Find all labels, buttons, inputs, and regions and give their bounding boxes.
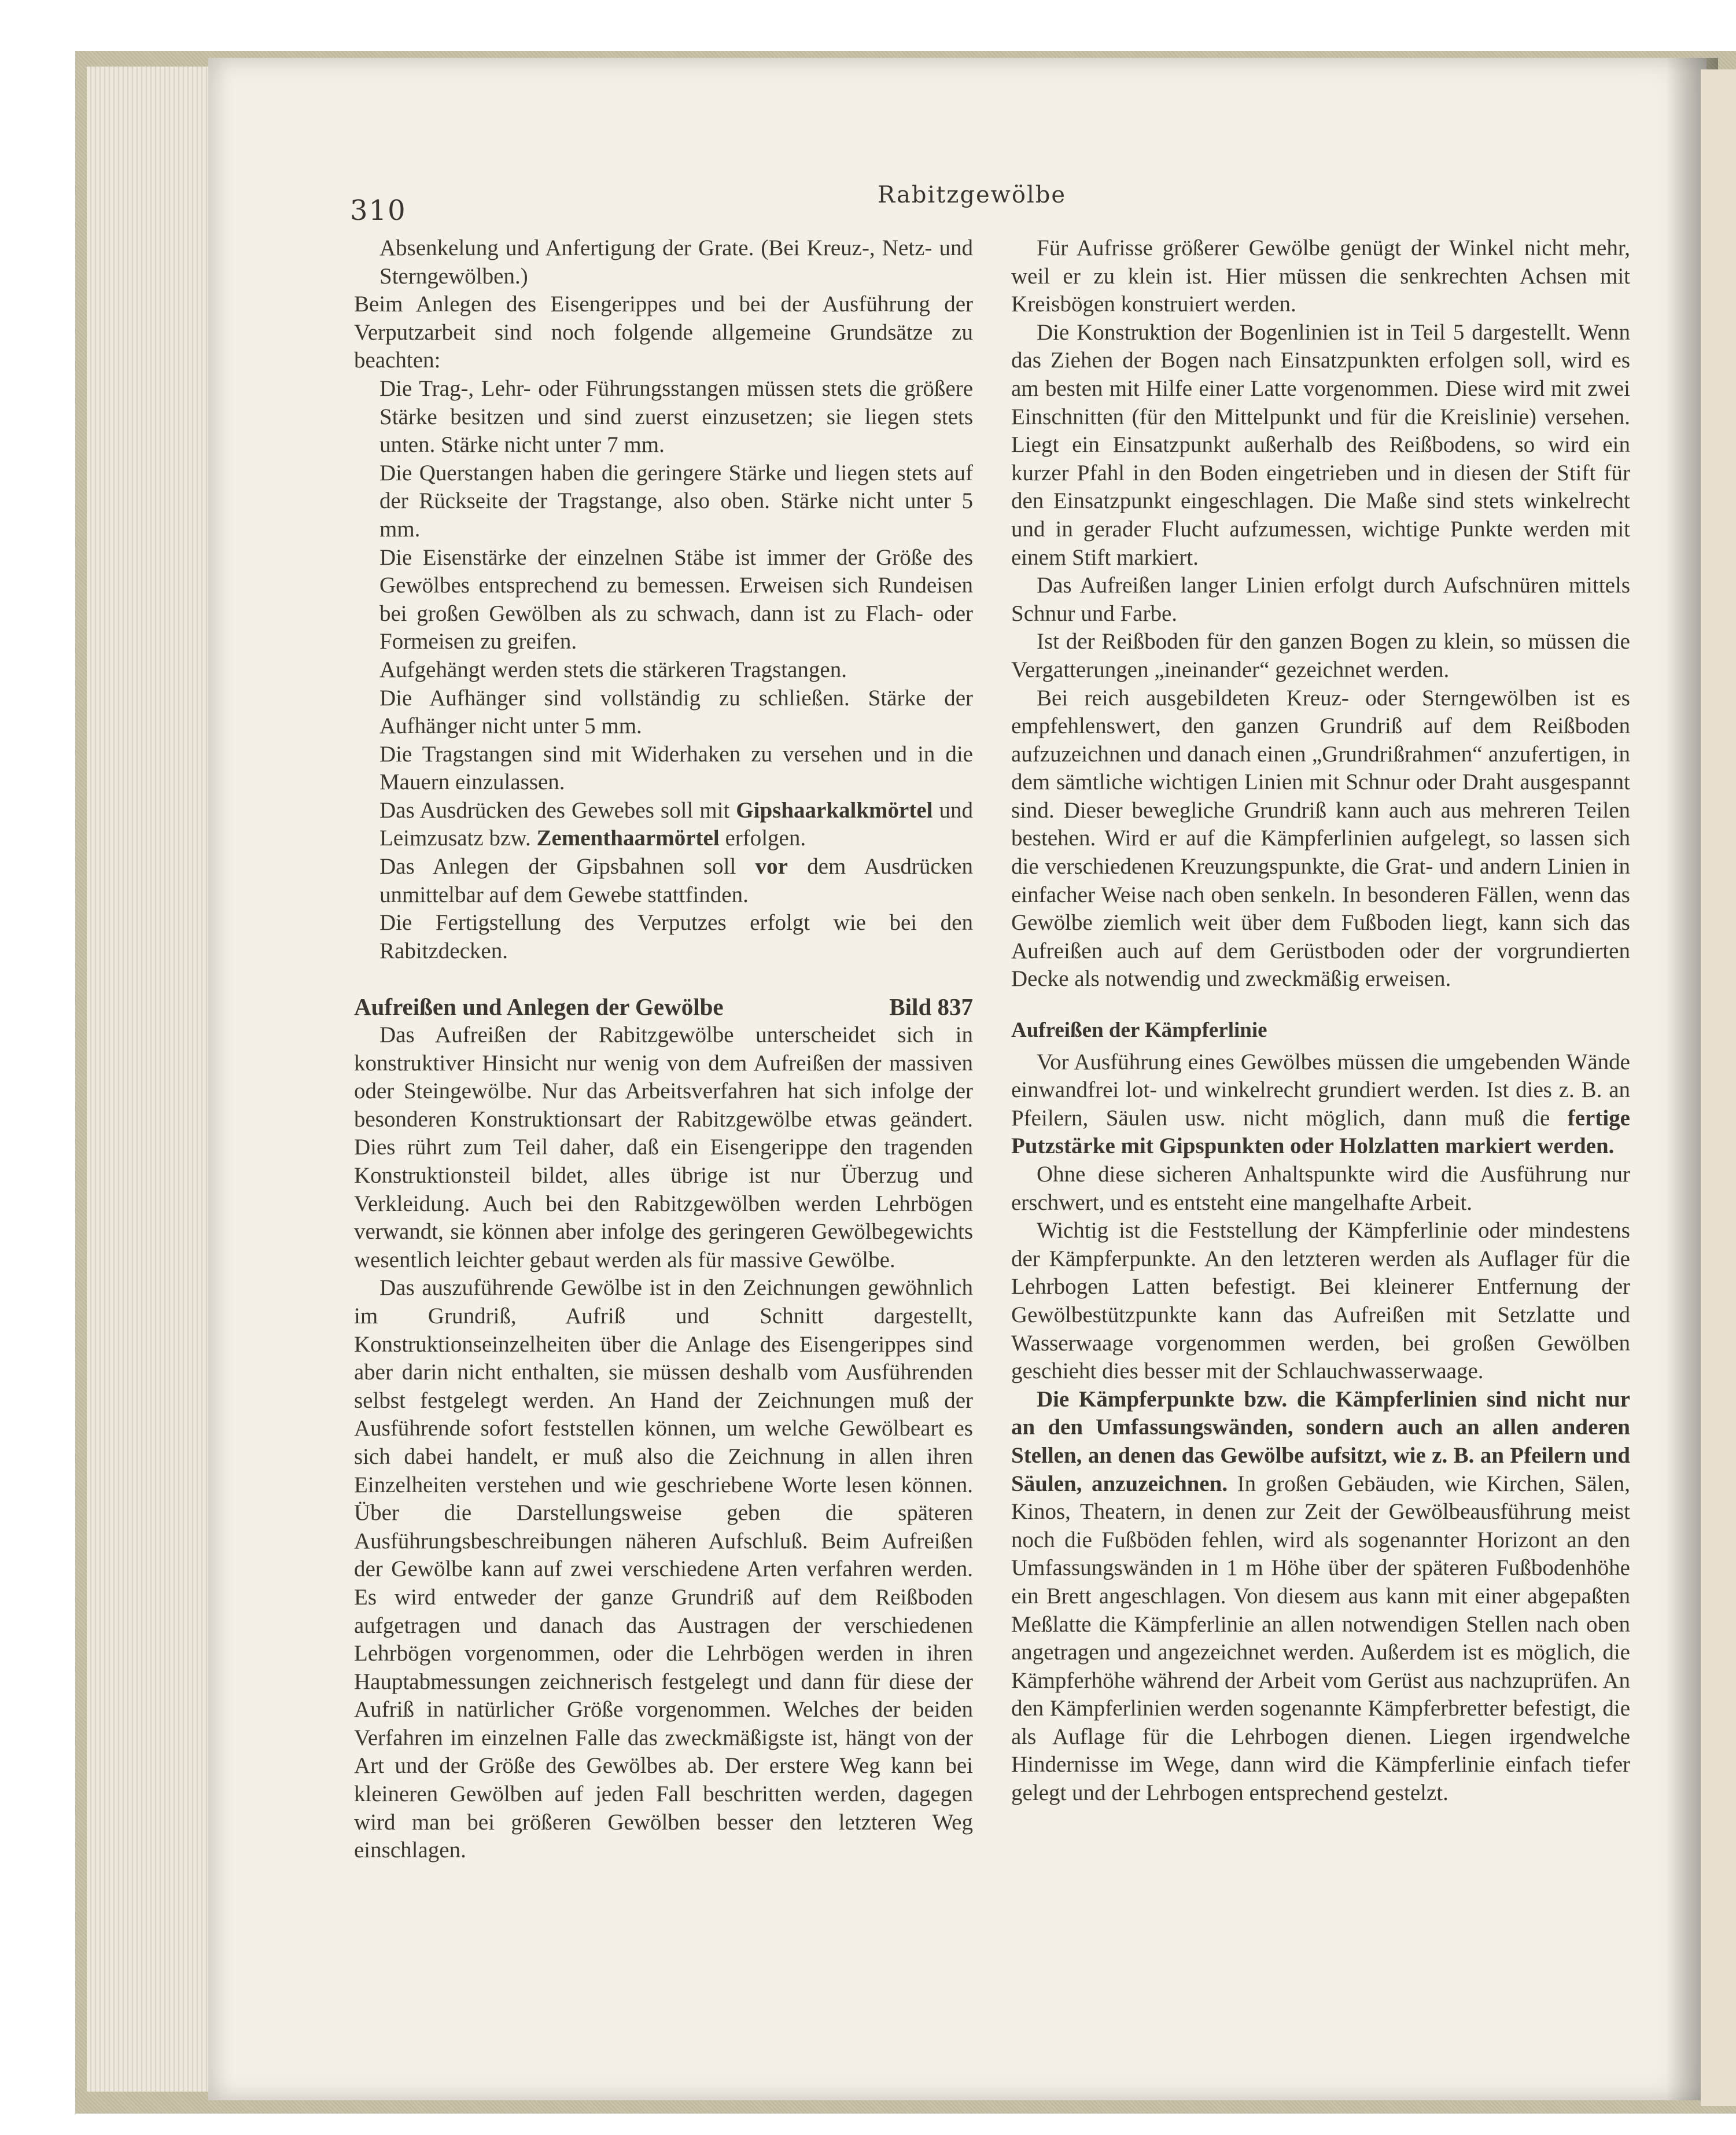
section-heading xyxy=(354,993,973,1021)
right-column xyxy=(1011,234,1630,1808)
page-number: 310 xyxy=(350,194,407,227)
rule-item: Die Tragstangen sind mit Widerhaken zu versehen und in die Mauern einzulassen. xyxy=(379,741,973,795)
paragraph: Die Kämpferpunkte bzw. die Kämpferlinien sind nicht nur an den Umfassungswänden, sondern auch an allen anderen Stellen, an denen das Gewölbe aufsitzt, wie z. B. an Pfeilern und Säulen, anzuzeichnen. In großen Gebäuden, wie Kirchen, Sälen, Kinos, Theatern, in denen zur Zeit der Gewölbeausführung meist noch die Fußböden fehlen, wird als sogenannter Horizont an den Umfassungswänden in 1 m Höhe über der späteren Fußbodenhöhe ein Brett angeschlagen. Von diesem aus kann mit einer abgepaßten Meßlatte die Kämpferlinie an allen notwendigen Stellen nach oben angetragen und angezeichnet werden. Außerdem ist es möglich, die Kämpferhöhe während der Arbeit vom Gerüst aus nachzuprüfen. An den Kämpferlinien werden sogenannte Kämpferbretter befestigt, die als Auflage für die Lehrbogen dienen. Liegen irgendwelche Hindernisse im Wege, dann wird die Kämpferlinie einfach tiefer gelegt und der Lehrbogen entsprechend gestelzt. xyxy=(1011,1386,1630,1806)
facing-page-edge xyxy=(1701,69,1736,2106)
rule-item: Die Querstangen haben die geringere Stärke und liegen stets auf der Rückseite der Tragstange, also oben. Stärke nicht unter 5 mm. xyxy=(379,460,973,542)
paragraph: Das Aufreißen der Rabitzgewölbe unterscheidet sich in konstruktiver Hinsicht nur wenig von dem Aufreißen der massiven oder Steingewölbe. Nur das Arbeitsverfahren hat sich infolge der besonderen Konstruktionsart der Rabitzgewölbe etwas geändert. Dies rührt zum Teil daher, daß ein Eisengerippe den tragenden Konstruktionsteil bildet, alles übrige ist nur Überzug und Verkleidung. Auch bei den Rabitzgewölben werden Lehrbögen verwandt, sie können aber infolge des geringeren Gewölbegewichts wesentlich leichter gebaut werden als für massive Gewölbe. xyxy=(354,1022,973,1272)
paragraph: Vor Ausführung eines Gewölbes müssen die umgebenden Wände einwandfrei lot- und winkelrecht grundiert werden. Ist dies z. B. an Pfeilern, Säulen usw. nicht möglich, dann muß die fertige Putzstärke mit Gipspunkten oder Holzlatten markiert werden. xyxy=(1011,1049,1630,1159)
paragraph: Ohne diese sicheren Anhaltspunkte wird die Ausführung nur erschwert, und es entsteht eine mangelhafte Arbeit. xyxy=(1011,1162,1630,1215)
continued-text: Absenkelung und Anfertigung der Grate. (Bei Kreuz-, Netz- und Sterngewölben.) xyxy=(379,235,973,289)
figure-reference: Bild 837 xyxy=(889,993,973,1021)
rule-item: Die Aufhänger sind vollständig zu schließen. Stärke der Aufhänger nicht unter 5 mm. xyxy=(379,685,973,739)
rule-item: Die Eisenstärke der einzelnen Stäbe ist immer der Größe des Gewölbes entsprechend zu bemessen. Erweisen sich Rundeisen bei großen Gewölben als zu schwach, dann ist zu Flach- oder Formeisen zu greifen. xyxy=(379,544,973,654)
subsection-title: Aufreißen der Kämpferlinie xyxy=(1011,1018,1267,1043)
page-edges xyxy=(87,67,220,2092)
paragraph: Wichtig ist die Feststellung der Kämpferlinie oder mindestens der Kämpferpunkte. An den letzteren werden als Auflager für die Lehrbogen Latten befestigt. Bei kleinerer Entfernung der Gewölbestützpunkte kann das Aufreißen mit Setzlatte und Wasserwaage vorgenommen werden, bei großen Gewölben geschieht dies besser mit der Schlauchwasserwaage. xyxy=(1011,1218,1630,1384)
left-column xyxy=(354,234,973,1865)
rules-intro: Beim Anlegen des Eisengerippes und bei der Ausführung der Verputzarbeit sind noch folgende allgemeine Grundsätze zu beachten: xyxy=(354,292,973,373)
paragraph: Die Konstruktion der Bogenlinien ist in Teil 5 dargestellt. Wenn das Ziehen der Bogen nach Einsatzpunkten erfolgen soll, wird es am besten mit Hilfe einer Latte vorgenommen. Diese wird mit zwei Einschnitten (für den Mittelpunkt und für die Kreislinie) versehen. Liegt ein Einsatzpunkt außerhalb des Reißbodens, so wird ein kurzer Pfahl in den Boden eingetrieben und in diesen der Stift für den Einsatzpunkt eingeschlagen. Die Maße sind stets winkelrecht und in gerader Flucht aufzumessen, wichtige Punkte werden mit einem Stift markiert. xyxy=(1011,319,1630,570)
section-title: Aufreißen und Anlegen der Gewölbe xyxy=(354,993,724,1021)
rule-item: Die Trag-, Lehr- oder Führungsstangen müssen stets die größere Stärke besitzen und sind zuerst einzusetzen; sie liegen stets unten. Stärke nicht unter 7 mm. xyxy=(379,376,973,458)
rule-item-plaster: Das Ausdrücken des Gewebes soll mit Gipshaarkalkmörtel und Leimzusatz bzw. Zementhaarmörtel erfolgen. xyxy=(379,797,973,851)
rule-item-gypsum: Das Anlegen der Gipsbahnen soll vor dem Ausdrücken unmittelbar auf dem Gewebe stattfinden. xyxy=(379,854,973,907)
paragraph: Ist der Reißboden für den ganzen Bogen zu klein, so müssen die Vergatterungen „ineinander“ gezeichnet werden. xyxy=(1011,629,1630,682)
running-head: Rabitzgewölbe xyxy=(877,182,1067,208)
paragraph: Das auszuführende Gewölbe ist in den Zeichnungen gewöhnlich im Grundriß, Aufriß und Schnitt dargestellt, Konstruktionseinzelheiten über die Anlage des Eisengerippes sind aber darin nicht enthalten, sie müssen deshalb vom Ausführenden selbst festgelegt werden. An Hand der Zeichnungen muß der Ausführende sofort feststellen können, um welche Gewölbeart es sich dabei handelt, er muß also die Zeichnung in allen ihren Einzelheiten verstehen und wie geschriebene Worte lesen können. Über die Darstellungsweise geben die späteren Ausführungsbeschreibungen näheren Aufschluß. Beim Aufreißen der Gewölbe kann auf zwei verschiedene Arten verfahren werden. Es wird entweder der ganze Grundriß auf dem Reißboden aufgetragen und danach das Austragen der verschiedenen Lehrbögen vorgenommen, oder die Lehrbögen werden in ihren Hauptabmessungen zeichnerisch festgelegt und dann für diese der Aufriß in natürlicher Größe vorgenommen. Welches der beiden Verfahren im einzelnen Falle das zweckmäßigste ist, hängt von der Art und der Größe des Gewölbes ab. Der erstere Weg kann bei kleineren Gewölben auf jeden Fall beschritten werden, dagegen wird man bei größeren Gewölben besser den letzteren Weg einschlagen. xyxy=(354,1275,973,1863)
paragraph: Das Aufreißen langer Linien erfolgt durch Aufschnüren mittels Schnur und Farbe. xyxy=(1011,573,1630,626)
rule-item: Die Fertigstellung des Verputzes erfolgt wie bei den Rabitzdecken. xyxy=(379,910,973,963)
paragraph: Für Aufrisse größerer Gewölbe genügt der Winkel nicht mehr, weil er zu klein ist. Hier müssen die senkrechten Achsen mit Kreisbögen konstruiert werden. xyxy=(1011,235,1630,317)
paragraph: Bei reich ausgebildeten Kreuz- oder Sterngewölben ist es empfehlenswert, den ganzen Grundriß auf dem Reißboden aufzuzeichnen und danach einen „Grundrißrahmen“ anzufertigen, in dem sämtliche wichtigen Linien mit Schnur oder Draht ausgespannt sind. Dieser bewegliche Grundriß kann auch aus mehreren Teilen bestehen. Wird er auf die Kämpferlinien aufgelegt, so lassen sich die verschiedenen Kreuzungspunkte, die Grat- und andern Linien in einfacher Weise nach oben senkeln. In besonderen Fällen, wenn das Gewölbe ziemlich weit über dem Fußboden liegt, kann sich das Aufreißen auch auf dem Gerüstboden oder der vorgrundierten Decke als notwendig und zweckmäßig erweisen. xyxy=(1011,685,1630,992)
rule-item: Aufgehängt werden stets die stärkeren Tragstangen. xyxy=(379,657,847,682)
